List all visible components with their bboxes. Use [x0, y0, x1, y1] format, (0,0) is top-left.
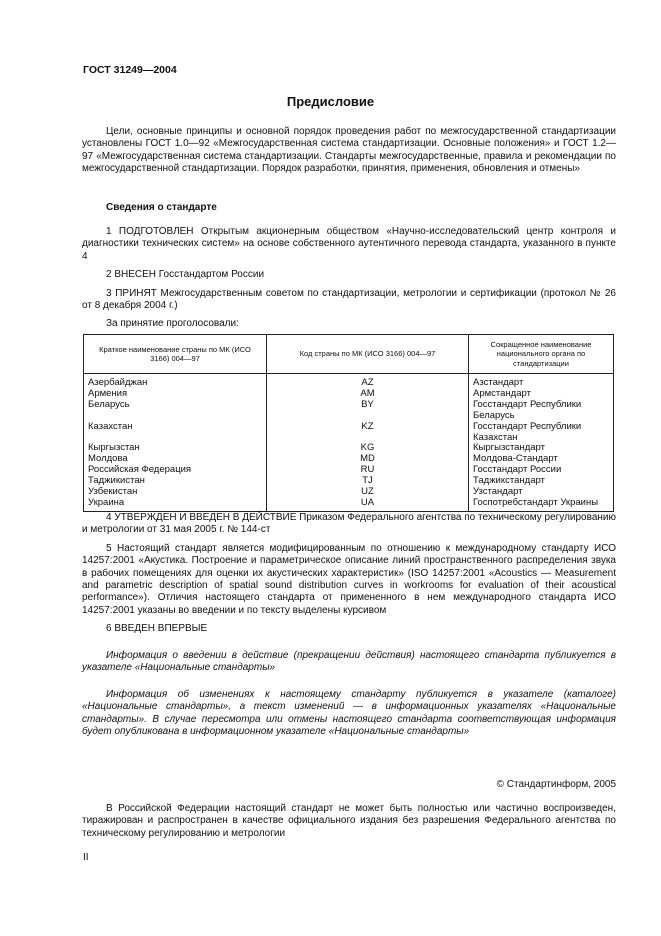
note-changes [82, 689, 616, 739]
page-title: Предисловие [286, 94, 375, 109]
section-heading-block [82, 202, 616, 214]
table-header-body: Сокращенное наименование национального органа по стандартизации [469, 335, 614, 374]
code-cell: KG [267, 443, 469, 454]
copyright-line: © Стандартинформ, 2005 [496, 779, 616, 790]
country-cell: Российская Федерация [84, 465, 267, 476]
item-4: 4 УТВЕРЖДЕН И ВВЕДЕН В ДЕЙСТВИЕ Приказом Федерального агентства по техническому регулированию и метрологии от 31 мая 2005 г. № 144-ст [82, 512, 616, 536]
items-block-2 [82, 512, 616, 636]
table-row [84, 498, 614, 511]
legal-block [82, 803, 616, 840]
country-cell: Азербайджан [84, 374, 267, 389]
legal-paragraph: В Российской Федерации настоящий стандарт не может быть полностью или частично воспроизведен, тиражирован и распространен в качестве официального издания без разрешения Федерального агентства по техническому регулированию и метрологии [82, 803, 616, 839]
code-cell: RU [267, 465, 469, 476]
intro-block [82, 126, 616, 176]
table-header-row [84, 335, 614, 374]
table-row [84, 400, 614, 422]
body-cell: Узстандарт [469, 487, 614, 498]
table-row [84, 374, 614, 389]
body-cell: Азстандарт [469, 374, 614, 389]
country-cell: Узбекистан [84, 487, 267, 498]
code-cell: UZ [267, 487, 469, 498]
voting-table [83, 334, 614, 512]
body-cell: Кыргызстандарт [469, 443, 614, 454]
country-cell: Таджикистан [84, 476, 267, 487]
item-6: 6 ВВЕДЕН ВПЕРВЫЕ [106, 623, 208, 635]
country-cell: Беларусь [84, 400, 267, 422]
item-3: 3 ПРИНЯТ Межгосударственным советом по стандартизации, метрологии и сертификации (протокол № 26 от 8 декабря 2004 г.) [82, 287, 616, 312]
body-cell: Госстандарт Республики Беларусь [469, 400, 614, 422]
code-cell: UA [267, 498, 469, 511]
note-paragraph-2: Информация об изменениях к настоящему стандарту публикуется в указателе (каталоге) «Национальные стандарты», а текст изменений — в информационных указателях «Национальные стандарты». В случае пересмотра или отмены настоящего стандарта соответствующая информация будет опубликована в информационном указателе «Национальные стандарты» [82, 689, 616, 738]
page-number: II [83, 852, 89, 863]
intro-paragraph: Цели, основные принципы и основной порядок проведения работ по межгосударственной стандартизации установлены ГОСТ 1.0—92 «Межгосударственная система стандартизации. Основные положения» и ГОСТ 1.2—97 «Межгосударственная система стандартизации. Стандарты межгосударственные, правила и рекомендации по межгосударственной стандартизации. Порядок разработки, принятия, применения, обновления и отмены» [82, 126, 616, 175]
code-cell: KZ [267, 422, 469, 444]
country-cell: Казахстан [84, 422, 267, 444]
standard-code: ГОСТ 31249—2004 [83, 64, 177, 76]
code-cell: AM [267, 389, 469, 400]
table-header-country: Краткое наименование страны по МК (ИСО 3166) 004—97 [84, 335, 267, 374]
table-row [84, 422, 614, 444]
code-cell: AZ [267, 374, 469, 389]
vote-intro: За принятие проголосовали: [106, 318, 239, 330]
code-cell: TJ [267, 476, 469, 487]
items-block [82, 226, 616, 331]
item-1: 1 ПОДГОТОВЛЕН Открытым акционерным обществом «Научно-исследовательский центр контроля и диагностики технических систем» на основе собственного аутентичного перевода стандарта, указанного в пункте 4 [82, 226, 616, 262]
table-row [84, 476, 614, 487]
body-cell: Госстандарт России [469, 465, 614, 476]
body-cell: Госпотребстандарт Украины [469, 498, 614, 511]
code-cell: MD [267, 454, 469, 465]
body-cell: Госстандарт Республики Казахстан [469, 422, 614, 444]
note-paragraph-1: Информация о введении в действие (прекращении действия) настоящего стандарта публикуется в указателе «Национальные стандарты» [82, 650, 616, 674]
country-cell: Кыргызстан [84, 443, 267, 454]
item-5: 5 Настоящий стандарт является модифицированным по отношению к международному стандарту ИСО 14257:2001 «Акустика. Построение и параметрическое описание линий пространственного распределения звука в рабочих помещениях для оценки их акустических характеристик» (ISO 14257:2001 «Acoustics — Measurement and parametric description of spatial sound distribution curves in workrooms for evaluation of their acoustical performance»). Отличия настоящего стандарта от примененного в нем международного стандарта ИСО 14257:2001 указаны во введении и по тексту выделены курсивом [82, 542, 616, 616]
note-introduction [82, 650, 616, 675]
body-cell: Таджикстандарт [469, 476, 614, 487]
body-cell: Молдова-Стандарт [469, 454, 614, 465]
country-cell: Украина [84, 498, 267, 511]
country-cell: Армения [84, 389, 267, 400]
section-heading: Сведения о стандарте [106, 202, 217, 213]
code-cell: BY [267, 400, 469, 422]
table-header-code: Код страны по МК (ИСО 3166) 004—97 [267, 335, 469, 374]
body-cell: Армстандарт [469, 389, 614, 400]
item-2: 2 ВНЕСЕН Госстандартом России [106, 269, 265, 281]
country-cell: Молдова [84, 454, 267, 465]
